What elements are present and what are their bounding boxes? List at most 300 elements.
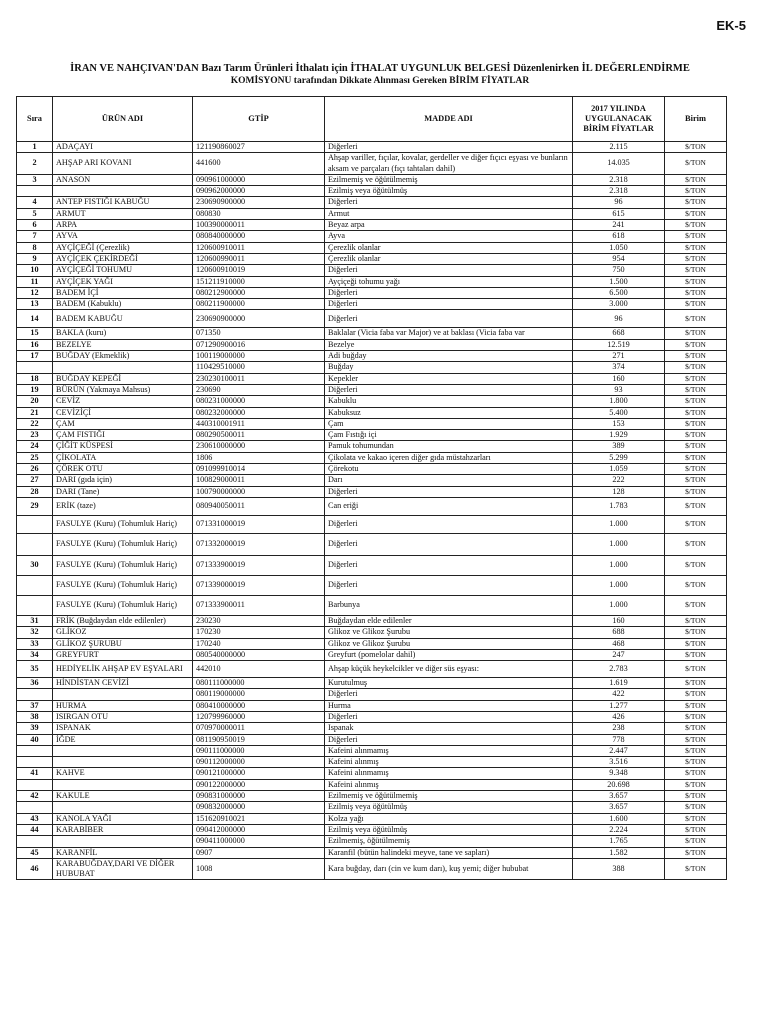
table-row — [17, 678, 727, 689]
cell-madde-adi: Kolza yağı — [325, 813, 573, 824]
cell-birim: $/TON — [665, 734, 727, 745]
cell-madde-adi: Diğerleri — [325, 265, 573, 276]
cell-birim-fiyat: 1.277 — [573, 700, 665, 711]
cell-birim: $/TON — [665, 418, 727, 429]
table-row — [17, 231, 727, 242]
cell-birim: $/TON — [665, 253, 727, 264]
cell-birim: $/TON — [665, 711, 727, 722]
cell-madde-adi: Baklalar (Vicia faba var Major) ve at baklası (Vicia faba var — [325, 328, 573, 339]
cell-madde-adi: Armut — [325, 208, 573, 219]
cell-urun-adi: CEVİZİÇİ — [53, 407, 193, 418]
cell-urun-adi — [53, 689, 193, 700]
cell-sira — [17, 515, 53, 533]
cell-birim-fiyat: 12.519 — [573, 339, 665, 350]
cell-gtip: 080540000000 — [193, 649, 325, 660]
cell-urun-adi: ERİK (taze) — [53, 497, 193, 515]
cell-urun-adi — [53, 745, 193, 756]
cell-sira — [17, 745, 53, 756]
cell-birim: $/TON — [665, 824, 727, 835]
cell-sira: 19 — [17, 384, 53, 395]
table-row — [17, 276, 727, 287]
cell-gtip: 070970000011 — [193, 723, 325, 734]
cell-madde-adi: Buğdaydan elde edilenler — [325, 615, 573, 626]
cell-birim-fiyat: 1.582 — [573, 847, 665, 858]
cell-urun-adi: DARI (gıda için) — [53, 475, 193, 486]
cell-madde-adi: Can eriği — [325, 497, 573, 515]
cell-urun-adi: KAHVE — [53, 768, 193, 779]
cell-gtip: 170240 — [193, 638, 325, 649]
cell-birim: $/TON — [665, 813, 727, 824]
cell-birim-fiyat: 388 — [573, 858, 665, 880]
cell-gtip: 090111000000 — [193, 745, 325, 756]
cell-birim-fiyat: 247 — [573, 649, 665, 660]
cell-urun-adi: BAKLA (kuru) — [53, 328, 193, 339]
cell-sira: 18 — [17, 373, 53, 384]
cell-madde-adi: Karanfil (bütün halindeki meyve, tane ve sapları) — [325, 847, 573, 858]
cell-madde-adi: Bezelye — [325, 339, 573, 350]
cell-birim-fiyat: 160 — [573, 615, 665, 626]
cell-sira — [17, 362, 53, 373]
cell-gtip: 230610000000 — [193, 441, 325, 452]
cell-birim: $/TON — [665, 791, 727, 802]
cell-sira — [17, 575, 53, 595]
cell-madde-adi: Çörekotu — [325, 464, 573, 475]
cell-madde-adi: Ezilmemiş, öğütülmemiş — [325, 836, 573, 847]
cell-gtip: 071350 — [193, 328, 325, 339]
cell-birim-fiyat: 96 — [573, 310, 665, 328]
cell-gtip: 090411000000 — [193, 836, 325, 847]
cell-birim: $/TON — [665, 373, 727, 384]
table-row — [17, 208, 727, 219]
cell-birim-fiyat: 3.657 — [573, 802, 665, 813]
cell-madde-adi: Kara buğday, darı (cin ve kum darı), kuş yemi; diğer hububat — [325, 858, 573, 880]
cell-birim-fiyat: 238 — [573, 723, 665, 734]
cell-gtip: 441600 — [193, 153, 325, 175]
cell-gtip: 1806 — [193, 452, 325, 463]
cell-sira: 22 — [17, 418, 53, 429]
cell-gtip: 230690900000 — [193, 310, 325, 328]
cell-sira — [17, 595, 53, 615]
cell-birim: $/TON — [665, 430, 727, 441]
cell-birim: $/TON — [665, 723, 727, 734]
cell-birim-fiyat: 1.765 — [573, 836, 665, 847]
cell-urun-adi: HURMA — [53, 700, 193, 711]
cell-birim-fiyat: 1.000 — [573, 533, 665, 555]
cell-gtip: 121190860027 — [193, 142, 325, 153]
cell-birim-fiyat: 1.800 — [573, 396, 665, 407]
cell-gtip: 440310001911 — [193, 418, 325, 429]
cell-urun-adi: FASULYE (Kuru) (Tohumluk Hariç) — [53, 533, 193, 555]
cell-madde-adi: Kepekler — [325, 373, 573, 384]
cell-sira: 26 — [17, 464, 53, 475]
cell-gtip: 080410000000 — [193, 700, 325, 711]
table-row — [17, 418, 727, 429]
cell-madde-adi: Kafeini alınmış — [325, 757, 573, 768]
cell-madde-adi: Diğerleri — [325, 711, 573, 722]
header-gtip: GTİP — [193, 97, 325, 142]
cell-gtip: 120799960000 — [193, 711, 325, 722]
cell-birim-fiyat: 1.783 — [573, 497, 665, 515]
table-header-row — [17, 97, 727, 142]
cell-urun-adi: ANASON — [53, 174, 193, 185]
cell-gtip: 090961000000 — [193, 174, 325, 185]
cell-gtip: 080111000000 — [193, 678, 325, 689]
table-row — [17, 328, 727, 339]
cell-urun-adi: HEDİYELİK AHŞAP EV EŞYALARI — [53, 661, 193, 678]
cell-birim: $/TON — [665, 153, 727, 175]
table-row — [17, 689, 727, 700]
cell-sira: 27 — [17, 475, 53, 486]
table-row — [17, 253, 727, 264]
document-title — [40, 62, 720, 88]
cell-birim: $/TON — [665, 595, 727, 615]
cell-birim: $/TON — [665, 276, 727, 287]
cell-birim: $/TON — [665, 555, 727, 575]
cell-urun-adi: ADAÇAYI — [53, 142, 193, 153]
cell-gtip: 230230 — [193, 615, 325, 626]
cell-urun-adi: KARABUĞDAY,DARI VE DİĞER HUBUBAT — [53, 858, 193, 880]
cell-birim: $/TON — [665, 242, 727, 253]
cell-sira — [17, 802, 53, 813]
cell-birim-fiyat: 5.299 — [573, 452, 665, 463]
cell-birim-fiyat: 271 — [573, 351, 665, 362]
cell-sira: 34 — [17, 649, 53, 660]
cell-urun-adi: CEVİZ — [53, 396, 193, 407]
table-row — [17, 464, 727, 475]
title-line-1: İRAN VE NAHÇIVAN'DAN Bazı Tarım Ürünleri İthalatı için İTHALAT UYGUNLUK BELGESİ Düzenlenirken İL DEĞERLENDİRME — [70, 63, 690, 74]
cell-urun-adi: BUĞDAY (Ekmeklik) — [53, 351, 193, 362]
cell-birim: $/TON — [665, 310, 727, 328]
cell-gtip: 442010 — [193, 661, 325, 678]
cell-birim-fiyat: 1.000 — [573, 555, 665, 575]
cell-birim: $/TON — [665, 441, 727, 452]
cell-madde-adi: Kabuklu — [325, 396, 573, 407]
cell-urun-adi: KARABİBER — [53, 824, 193, 835]
cell-birim-fiyat: 14.035 — [573, 153, 665, 175]
cell-birim-fiyat: 2.115 — [573, 142, 665, 153]
cell-birim: $/TON — [665, 802, 727, 813]
cell-sira: 43 — [17, 813, 53, 824]
cell-birim: $/TON — [665, 186, 727, 197]
table-row — [17, 757, 727, 768]
cell-urun-adi: AYÇİÇEĞİ (Çerezlik) — [53, 242, 193, 253]
cell-gtip: 120600990011 — [193, 253, 325, 264]
table-row — [17, 555, 727, 575]
cell-birim-fiyat: 1.619 — [573, 678, 665, 689]
table-row — [17, 384, 727, 395]
cell-gtip: 170230 — [193, 627, 325, 638]
cell-madde-adi: Diğerleri — [325, 384, 573, 395]
cell-birim-fiyat: 241 — [573, 220, 665, 231]
cell-gtip: 0907 — [193, 847, 325, 858]
cell-urun-adi: FASULYE (Kuru) (Tohumluk Hariç) — [53, 555, 193, 575]
cell-madde-adi: Pamuk tohumundan — [325, 441, 573, 452]
cell-gtip: 080290500011 — [193, 430, 325, 441]
cell-birim: $/TON — [665, 745, 727, 756]
cell-urun-adi: GLİKOZ ŞURUBU — [53, 638, 193, 649]
cell-gtip: 080231000000 — [193, 396, 325, 407]
cell-birim: $/TON — [665, 533, 727, 555]
cell-gtip: 100119000000 — [193, 351, 325, 362]
cell-madde-adi: Diğerleri — [325, 310, 573, 328]
cell-madde-adi: Ahşap variller, fıçılar, kovalar, gerdeller ve diğer fıçıcı eşyası ve bunların aksam ve parçaları (fıçı tahtaları dahil) — [325, 153, 573, 175]
cell-madde-adi: Buğday — [325, 362, 573, 373]
cell-urun-adi: AYVA — [53, 231, 193, 242]
cell-urun-adi: FASULYE (Kuru) (Tohumluk Hariç) — [53, 595, 193, 615]
cell-sira: 31 — [17, 615, 53, 626]
cell-gtip: 080211900000 — [193, 299, 325, 310]
table-row — [17, 711, 727, 722]
table-row — [17, 220, 727, 231]
cell-birim-fiyat: 93 — [573, 384, 665, 395]
cell-madde-adi: Ezilmemiş ve öğütülmemiş — [325, 791, 573, 802]
title-line-2: KOMİSYONU tarafından Dikkate Alınması Gereken BİRİM FİYATLAR — [230, 76, 530, 86]
cell-gtip: 230690900000 — [193, 197, 325, 208]
cell-birim: $/TON — [665, 475, 727, 486]
table-row — [17, 174, 727, 185]
cell-birim: $/TON — [665, 208, 727, 219]
table-row — [17, 575, 727, 595]
table-row — [17, 373, 727, 384]
cell-sira: 45 — [17, 847, 53, 858]
cell-birim: $/TON — [665, 627, 727, 638]
cell-birim: $/TON — [665, 328, 727, 339]
header-madde-adi: MADDE ADI — [325, 97, 573, 142]
cell-birim: $/TON — [665, 497, 727, 515]
cell-gtip: 110429510000 — [193, 362, 325, 373]
cell-sira: 33 — [17, 638, 53, 649]
cell-sira: 38 — [17, 711, 53, 722]
cell-sira — [17, 533, 53, 555]
table-row — [17, 351, 727, 362]
cell-sira — [17, 779, 53, 790]
table-row — [17, 638, 727, 649]
cell-birim: $/TON — [665, 486, 727, 497]
cell-urun-adi: BEZELYE — [53, 339, 193, 350]
cell-birim-fiyat: 389 — [573, 441, 665, 452]
cell-urun-adi — [53, 779, 193, 790]
cell-sira: 30 — [17, 555, 53, 575]
cell-madde-adi: Kurutulmuş — [325, 678, 573, 689]
table-row — [17, 615, 727, 626]
cell-sira: 6 — [17, 220, 53, 231]
cell-sira: 36 — [17, 678, 53, 689]
cell-gtip: 071339000019 — [193, 575, 325, 595]
cell-urun-adi: DARI (Tane) — [53, 486, 193, 497]
cell-sira: 28 — [17, 486, 53, 497]
cell-birim: $/TON — [665, 678, 727, 689]
cell-urun-adi: ARMUT — [53, 208, 193, 219]
cell-gtip: 100829000011 — [193, 475, 325, 486]
cell-urun-adi: FASULYE (Kuru) (Tohumluk Hariç) — [53, 515, 193, 533]
cell-birim-fiyat: 615 — [573, 208, 665, 219]
cell-sira: 17 — [17, 351, 53, 362]
header-sira: Sıra — [17, 97, 53, 142]
cell-gtip: 071333900011 — [193, 595, 325, 615]
cell-gtip: 080232000000 — [193, 407, 325, 418]
cell-urun-adi: AHŞAP ARI KOVANI — [53, 153, 193, 175]
cell-gtip: 071332000019 — [193, 533, 325, 555]
cell-madde-adi: Kafeini alınmamış — [325, 745, 573, 756]
cell-madde-adi: Diğerleri — [325, 575, 573, 595]
cell-birim: $/TON — [665, 220, 727, 231]
table-row — [17, 430, 727, 441]
cell-urun-adi: HİNDİSTAN CEVİZİ — [53, 678, 193, 689]
cell-birim: $/TON — [665, 464, 727, 475]
cell-gtip: 080830 — [193, 208, 325, 219]
cell-birim: $/TON — [665, 339, 727, 350]
cell-urun-adi: FASULYE (Kuru) (Tohumluk Hariç) — [53, 575, 193, 595]
cell-madde-adi: Ezilmemiş ve öğütülmemiş — [325, 174, 573, 185]
cell-birim: $/TON — [665, 661, 727, 678]
cell-birim: $/TON — [665, 362, 727, 373]
cell-sira — [17, 757, 53, 768]
cell-birim-fiyat: 778 — [573, 734, 665, 745]
cell-madde-adi: Diğerleri — [325, 533, 573, 555]
table-row — [17, 186, 727, 197]
cell-sira: 39 — [17, 723, 53, 734]
cell-madde-adi: Çam — [325, 418, 573, 429]
table-row — [17, 299, 727, 310]
cell-birim: $/TON — [665, 265, 727, 276]
cell-madde-adi: Çikolata ve kakao içeren diğer gıda müstahzarları — [325, 452, 573, 463]
cell-madde-adi: Darı — [325, 475, 573, 486]
table-row — [17, 362, 727, 373]
cell-gtip: 080840000000 — [193, 231, 325, 242]
cell-birim-fiyat: 1.500 — [573, 276, 665, 287]
cell-gtip: 091099910014 — [193, 464, 325, 475]
cell-sira: 16 — [17, 339, 53, 350]
cell-gtip: 230230100011 — [193, 373, 325, 384]
cell-birim: $/TON — [665, 287, 727, 298]
table-row — [17, 396, 727, 407]
cell-urun-adi: İĞDE — [53, 734, 193, 745]
table-row — [17, 265, 727, 276]
cell-madde-adi: Çam Fıstığı içi — [325, 430, 573, 441]
cell-birim-fiyat: 5.400 — [573, 407, 665, 418]
table-row — [17, 497, 727, 515]
cell-sira: 44 — [17, 824, 53, 835]
cell-birim-fiyat: 9.348 — [573, 768, 665, 779]
cell-birim-fiyat: 153 — [573, 418, 665, 429]
cell-sira: 40 — [17, 734, 53, 745]
cell-urun-adi: AYÇİÇEK ÇEKİRDEĞİ — [53, 253, 193, 264]
cell-sira: 24 — [17, 441, 53, 452]
cell-birim-fiyat: 20.698 — [573, 779, 665, 790]
table-row — [17, 515, 727, 533]
cell-birim-fiyat: 1.059 — [573, 464, 665, 475]
cell-gtip: 081190950019 — [193, 734, 325, 745]
cell-gtip: 080119000000 — [193, 689, 325, 700]
cell-urun-adi — [53, 802, 193, 813]
cell-urun-adi: ARPA — [53, 220, 193, 231]
table-row — [17, 407, 727, 418]
cell-madde-adi: Glikoz ve Glikoz Şurubu — [325, 627, 573, 638]
page-label: EK-5 — [716, 18, 746, 33]
cell-birim: $/TON — [665, 299, 727, 310]
cell-gtip: 090962000000 — [193, 186, 325, 197]
cell-madde-adi: Ezilmiş veya öğütülmüş — [325, 802, 573, 813]
table-row — [17, 452, 727, 463]
table-row — [17, 242, 727, 253]
table-row — [17, 791, 727, 802]
cell-sira: 3 — [17, 174, 53, 185]
cell-birim-fiyat: 1.000 — [573, 515, 665, 533]
cell-birim-fiyat: 374 — [573, 362, 665, 373]
cell-gtip: 151211910000 — [193, 276, 325, 287]
table-row — [17, 533, 727, 555]
cell-madde-adi: Beyaz arpa — [325, 220, 573, 231]
cell-sira: 35 — [17, 661, 53, 678]
cell-gtip: 090112000000 — [193, 757, 325, 768]
cell-birim-fiyat: 426 — [573, 711, 665, 722]
table-body — [17, 142, 727, 880]
table-row — [17, 858, 727, 880]
cell-urun-adi: KARANFİL — [53, 847, 193, 858]
cell-gtip: 120600910011 — [193, 242, 325, 253]
cell-urun-adi: ISPANAK — [53, 723, 193, 734]
cell-birim: $/TON — [665, 858, 727, 880]
price-table — [16, 96, 727, 880]
table-row — [17, 847, 727, 858]
header-urun-adi: ÜRÜN ADI — [53, 97, 193, 142]
cell-gtip: 151620910021 — [193, 813, 325, 824]
header-birim: Birim — [665, 97, 727, 142]
cell-madde-adi: Diğerleri — [325, 515, 573, 533]
table-row — [17, 768, 727, 779]
cell-urun-adi: ÇİKOLATA — [53, 452, 193, 463]
table-row — [17, 441, 727, 452]
cell-sira: 29 — [17, 497, 53, 515]
cell-gtip: 100790000000 — [193, 486, 325, 497]
cell-madde-adi: Adi buğday — [325, 351, 573, 362]
cell-urun-adi: ÇİĞİT KÜSPESİ — [53, 441, 193, 452]
cell-madde-adi: Ahşap küçük heykelcikler ve diğer süs eşyası: — [325, 661, 573, 678]
cell-madde-adi: Ezilmiş veya öğütülmüş — [325, 824, 573, 835]
cell-urun-adi — [53, 186, 193, 197]
cell-madde-adi: Ayçiçeği tohumu yağı — [325, 276, 573, 287]
cell-birim-fiyat: 1.000 — [573, 575, 665, 595]
table-row — [17, 595, 727, 615]
cell-birim: $/TON — [665, 689, 727, 700]
cell-sira: 5 — [17, 208, 53, 219]
cell-gtip: 080212900000 — [193, 287, 325, 298]
cell-gtip: 090121000000 — [193, 768, 325, 779]
cell-urun-adi — [53, 836, 193, 847]
cell-sira: 1 — [17, 142, 53, 153]
cell-madde-adi: Barbunya — [325, 595, 573, 615]
cell-birim: $/TON — [665, 396, 727, 407]
cell-madde-adi: Diğerleri — [325, 299, 573, 310]
cell-madde-adi: Diğerleri — [325, 734, 573, 745]
cell-birim-fiyat: 160 — [573, 373, 665, 384]
table-row — [17, 700, 727, 711]
cell-gtip: 071333900019 — [193, 555, 325, 575]
cell-gtip: 1008 — [193, 858, 325, 880]
cell-madde-adi: Kabuksuz — [325, 407, 573, 418]
cell-madde-adi: Kafeini alınmamış — [325, 768, 573, 779]
cell-birim: $/TON — [665, 638, 727, 649]
cell-birim: $/TON — [665, 575, 727, 595]
cell-sira: 25 — [17, 452, 53, 463]
cell-birim-fiyat: 618 — [573, 231, 665, 242]
cell-birim-fiyat: 2.783 — [573, 661, 665, 678]
cell-sira: 41 — [17, 768, 53, 779]
table-row — [17, 813, 727, 824]
cell-birim: $/TON — [665, 407, 727, 418]
cell-madde-adi: Ayva — [325, 231, 573, 242]
cell-urun-adi: GLİKOZ — [53, 627, 193, 638]
